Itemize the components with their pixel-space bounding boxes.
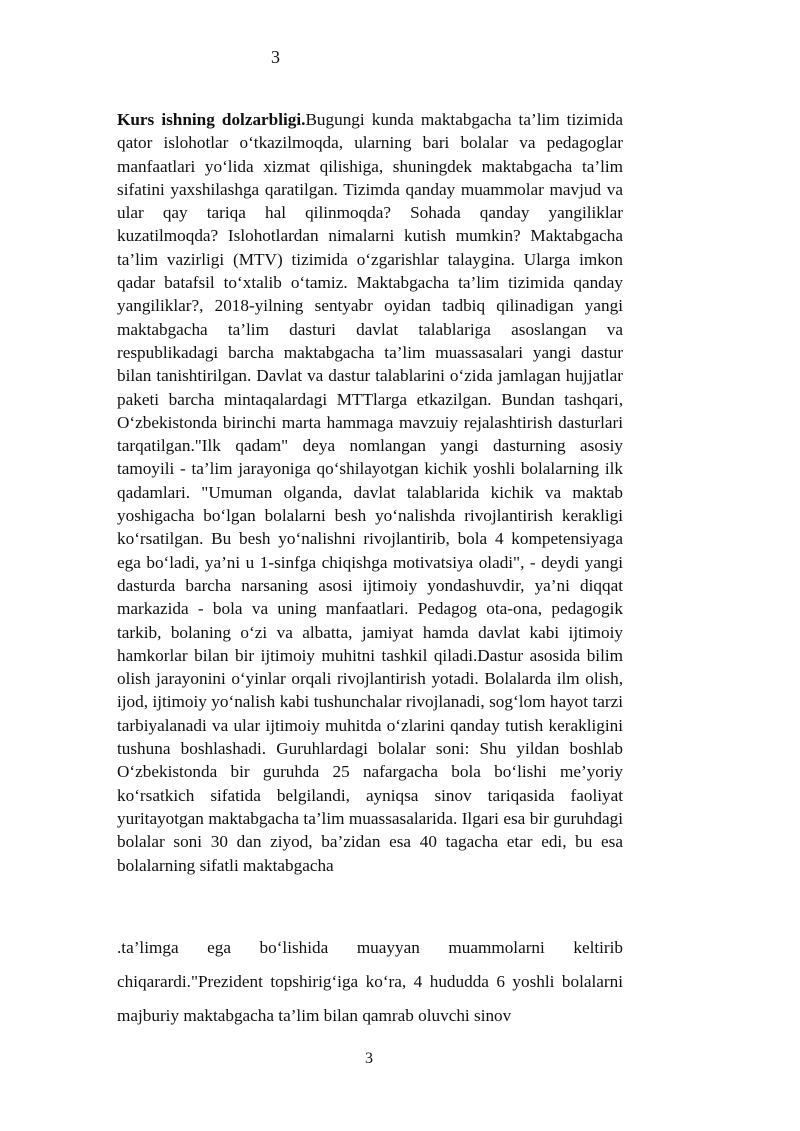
- main-paragraph: [117, 108, 623, 877]
- page-number-bottom: 3: [365, 1050, 373, 1067]
- main-paragraph-text: Bugungi kunda maktabgacha ta’lim tizimida qator islohotlar o‘tkazilmoqda, ularning bari bolalar va pedagoglar manfaatlari yo‘lida xizmat qilishiga, shuningdek maktabgacha ta’lim sifatini yaxshilashga qaratilgan. Tizimda qanday muammolar mavjud va ular qay tariqa hal qilinmoqda? Sohada qanday yangiliklar kuzatilmoqda? Islohotlardan nimalarni kutish mumkin? Maktabgacha ta’lim vazirligi (MTV) tizimida o‘zgarishlar talaygina. Ularga imkon qadar batafsil to‘xtalib o‘tamiz. Maktabgacha ta’lim tizimida qanday yangiliklar?, 2018-yilning sentyabr oyidan tadbiq qilinadigan yangi maktabgacha ta’lim dasturi davlat talablariga asoslangan va respublikadagi barcha maktabgacha ta’lim muassasalari yangi dastur bilan tanishtirilgan. Davlat va dastur talablarini o‘zida jamlagan hujjatlar paketi barcha mintaqalardagi MTTlarga etkazilgan. Bundan tashqari, O‘zbekistonda birinchi marta hammaga mavzuiy rejalashtirish dasturlari tarqatilgan."Ilk qadam" deya nomlangan yangi dasturning asosiy tamoyili - ta’lim jarayoniga qo‘shilayotgan kichik yoshli bolalarning ilk qadamlari. "Umuman olganda, davlat talablarida kichik va maktab yoshigacha bo‘lgan bolalarni besh yo‘nalishda rivojlantirish kerakligi ko‘rsatilgan. Bu besh yo‘nalishni rivojlantirib, bola 4 kompetensiyaga ega bo‘ladi, ya’ni u 1-sinfga chiqishga motivatsiya oladi", - deydi yangi dasturda barcha narsaning asosi ijtimoiy yondashuvdir, ya’ni diqqat markazida - bola va uning manfaatlari. Pedagog ota-ona, pedagogik tarkib, bolaning o‘zi va albatta, jamiyat hamda davlat kabi ijtimoiy hamkorlar bilan bir ijtimoiy muhitni tashkil qiladi.Dastur asosida bilim olish jarayonini o‘yinlar orqali rivojlantirish yotadi. Bolalarda ilm olish, ijod, ijtimoiy yo‘nalish kabi tushunchalar rivojlanadi, sog‘lom hayot tarzi tarbiyalanadi va ular ijtimoiy muhitda o‘zlarini qanday tutish kerakligini tushuna boshlashadi. Guruhlardagi bolalar soni: Shu yildan boshlab O‘zbekistonda bir guruhda 25 nafargacha bola bo‘lishi me’yoriy ko‘rsatkich sifatida belgilandi, ayniqsa sinov tariqasida faoliyat yuritayotgan maktabgacha ta’lim muassasalarida. Ilgari esa bir guruhdagi bolalar soni 30 dan ziyod, ba’zidan esa 40 tagacha etar edi, bu esa bolalarning sifatli maktabgacha: [117, 110, 624, 875]
- section-heading: Kurs ishning dolzarbligi.: [117, 110, 306, 129]
- continuation-paragraph: .ta’limga ega bo‘lishida muayyan muammolarni keltirib chiqarardi."Prezident topshirig‘iga ko‘ra, 4 hududda 6 yoshli bolalarni majburiy maktabgacha ta’lim bilan qamrab oluvchi sinov: [117, 938, 623, 1025]
- page-number-top: 3: [271, 47, 280, 67]
